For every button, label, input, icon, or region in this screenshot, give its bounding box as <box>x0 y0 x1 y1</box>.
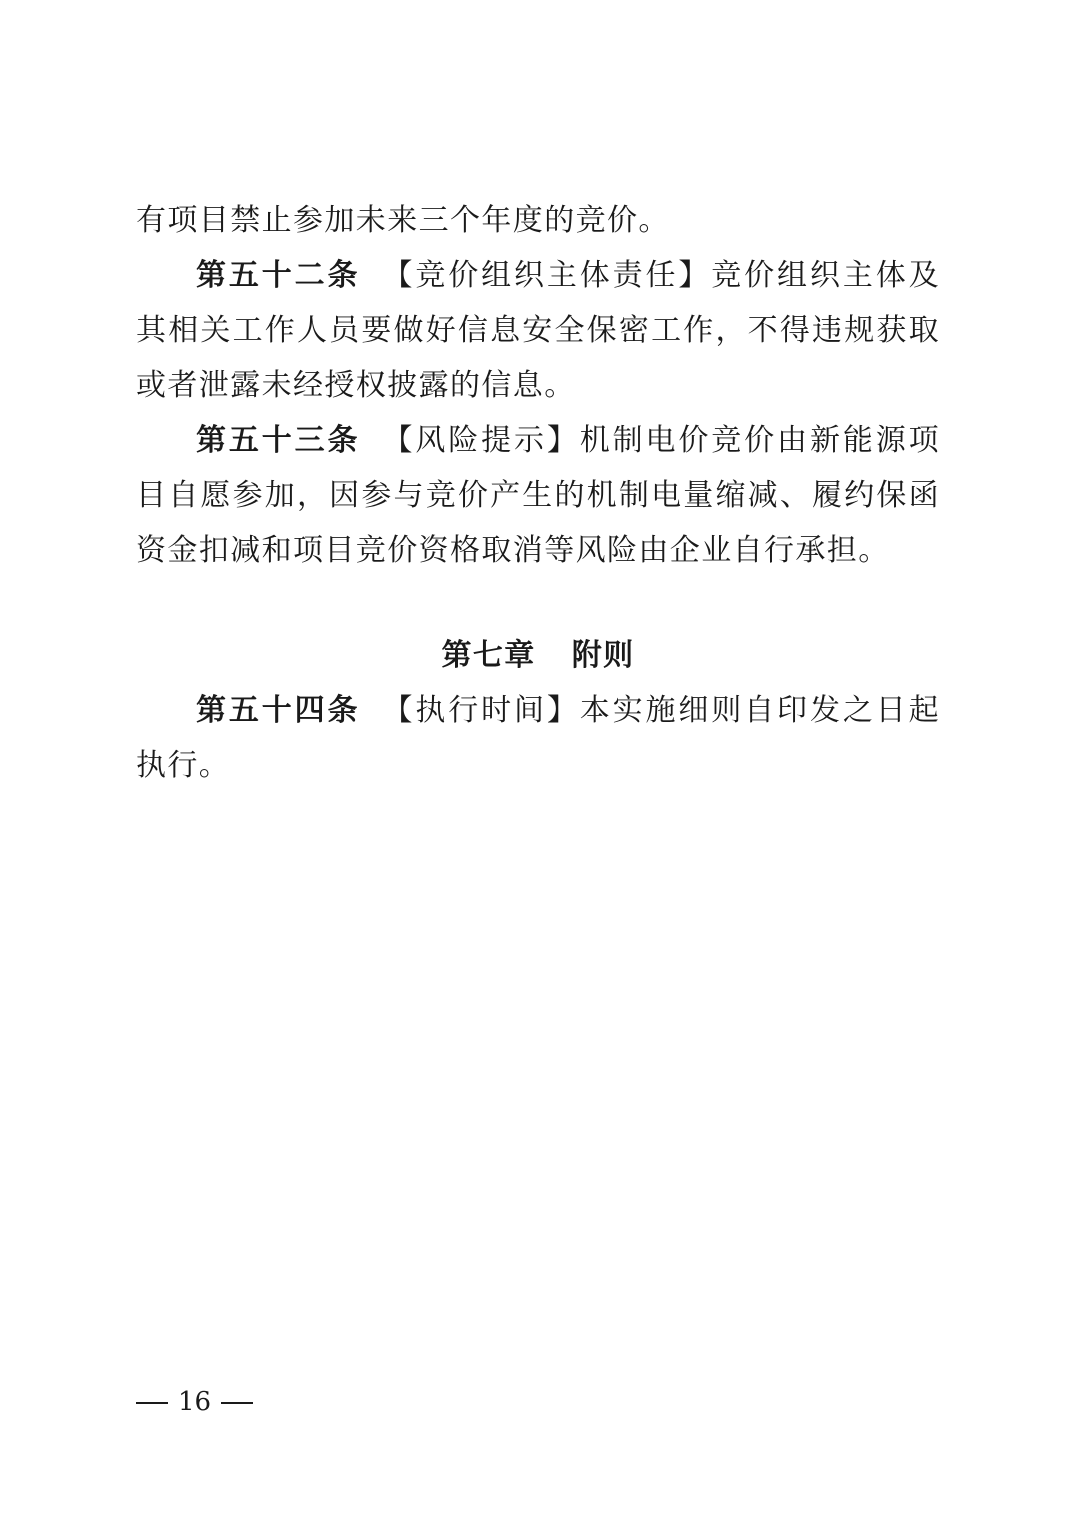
paragraph-continuation <box>136 193 940 248</box>
chapter-title: 附则 <box>571 638 635 673</box>
article-number: 第五十三条 <box>196 423 361 458</box>
article-54 <box>136 683 940 793</box>
dash-right <box>221 1402 253 1404</box>
paragraph-text: 有项目禁止参加未来三个年度的竞价。 <box>136 203 670 238</box>
article-52 <box>136 248 940 413</box>
chapter-heading <box>136 628 940 683</box>
document-body <box>136 193 940 793</box>
article-number: 第五十四条 <box>196 693 361 728</box>
article-text: 【风险提示】机制电价竞价由新能源项目自愿参加，因参与竞价产生的机制电量缩减、履约保函资金扣减和项目竞价资格取消等风险由企业自行承担。 <box>136 423 940 568</box>
article-text: 【执行时间】本实施细则自印发之日起执行。 <box>136 693 940 783</box>
article-text: 【竞价组织主体责任】竞价组织主体及其相关工作人员要做好信息安全保密工作，不得违规获取或者泄露未经授权披露的信息。 <box>136 258 940 403</box>
article-number: 第五十二条 <box>196 258 361 293</box>
article-53 <box>136 413 940 578</box>
chapter-number: 第七章 <box>441 638 536 673</box>
page-number: 16 <box>178 1387 212 1417</box>
page-footer <box>136 1382 253 1422</box>
dash-left <box>136 1402 168 1404</box>
